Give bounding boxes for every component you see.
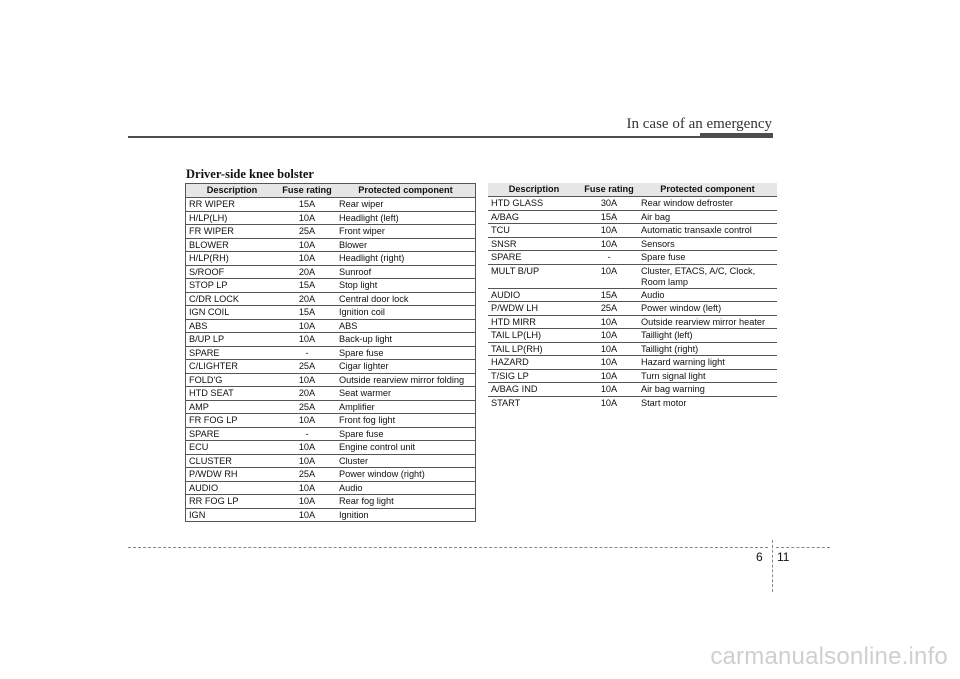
cell-protected-component xyxy=(336,238,476,252)
cell-protected-component xyxy=(336,508,476,522)
cell-description: IGN xyxy=(189,509,206,520)
component-line: Air bag xyxy=(641,211,671,222)
table-row xyxy=(186,495,476,509)
cell-description: TAIL LP(RH) xyxy=(491,343,543,354)
page-number: 11 xyxy=(777,550,790,564)
header-rule-accent xyxy=(700,133,773,138)
component-line: Audio xyxy=(641,289,665,300)
component-line: Headlight (right) xyxy=(339,253,405,263)
cell-protected-component xyxy=(336,373,476,387)
cell-fuse-rating: 15A xyxy=(298,280,316,290)
component-line: Front wiper xyxy=(339,226,385,236)
cell-protected-component xyxy=(638,251,777,265)
cell-description: SNSR xyxy=(491,238,517,249)
component-line: Headlight (left) xyxy=(339,212,399,223)
table-row xyxy=(186,265,476,279)
cell-description: P/WDW RH xyxy=(189,469,238,479)
table-row xyxy=(186,238,476,252)
cell-fuse-rating: 10A xyxy=(298,482,316,493)
cell-fuse-rating: 15A xyxy=(298,307,316,317)
cell-protected-component xyxy=(336,454,476,468)
component-line: Sunroof xyxy=(339,266,372,277)
table-row xyxy=(186,198,476,212)
footer-dashed-rule xyxy=(128,547,768,548)
component-line: Power window (right) xyxy=(339,469,425,479)
table-row xyxy=(186,414,476,428)
cell-description: STOP LP xyxy=(189,280,228,290)
table-row xyxy=(488,356,777,370)
cell-fuse-rating: 10A xyxy=(600,357,618,367)
fuse-table-right xyxy=(488,183,777,409)
component-line: Sensors xyxy=(641,238,675,249)
cell-protected-component xyxy=(336,495,476,509)
table-row xyxy=(488,264,777,288)
cell-description: A/BAG IND xyxy=(491,384,538,394)
watermark: carmanualsonline.info xyxy=(710,643,948,670)
cell-fuse-rating: 10A xyxy=(600,343,618,354)
table-row xyxy=(488,302,777,316)
cell-protected-component xyxy=(336,225,476,239)
cell-description: BLOWER xyxy=(189,239,229,250)
table-row xyxy=(186,427,476,441)
column-header-fuse-rating: Fuse rating xyxy=(278,184,336,198)
cell-fuse-rating: 10A xyxy=(298,320,316,331)
cell-fuse-rating: 30A xyxy=(600,198,618,208)
cell-protected-component xyxy=(638,369,777,383)
cell-description: H/LP(RH) xyxy=(189,253,229,263)
cell-protected-component xyxy=(638,383,777,397)
cell-fuse-rating: 10A xyxy=(298,496,316,506)
component-line-2: Room lamp xyxy=(641,276,688,287)
cell-description: SPARE xyxy=(189,347,220,358)
table-row xyxy=(186,454,476,468)
cell-protected-component xyxy=(336,468,476,482)
table-row xyxy=(488,288,777,302)
cell-fuse-rating: 20A xyxy=(298,266,316,277)
cell-protected-component xyxy=(336,387,476,401)
cell-protected-component xyxy=(638,329,777,343)
table-row xyxy=(186,387,476,401)
component-line: Audio xyxy=(339,482,363,493)
cell-protected-component xyxy=(638,396,777,409)
cell-protected-component xyxy=(336,265,476,279)
cell-fuse-rating: 25A xyxy=(600,303,618,313)
cell-protected-component xyxy=(638,356,777,370)
cell-fuse-rating: 10A xyxy=(600,225,618,235)
component-line: Automatic transaxle control xyxy=(641,225,752,235)
component-line: Engine control unit xyxy=(339,442,416,452)
table-row xyxy=(186,360,476,374)
table-row xyxy=(186,373,476,387)
table-row xyxy=(488,329,777,343)
cell-fuse-rating: 10A xyxy=(298,415,316,425)
cell-description: RR FOG LP xyxy=(189,496,239,506)
cell-description: START xyxy=(491,397,521,408)
cell-description: CLUSTER xyxy=(189,455,232,466)
cell-fuse-rating: 10A xyxy=(298,442,316,452)
component-line: ABS xyxy=(339,320,358,331)
cell-protected-component xyxy=(336,360,476,374)
cell-fuse-rating: 20A xyxy=(298,388,316,398)
cell-fuse-rating: 10A xyxy=(298,212,316,223)
footer-divider xyxy=(772,540,773,592)
cell-fuse-rating: 25A xyxy=(298,226,316,236)
cell-description: HAZARD xyxy=(491,357,529,367)
component-line: Outside rearview mirror heater xyxy=(641,316,766,327)
cell-description: AMP xyxy=(189,401,209,412)
cell-description: FOLD'G xyxy=(189,374,223,385)
cell-fuse-rating: 10A xyxy=(600,238,618,249)
component-line: Air bag warning xyxy=(641,384,705,394)
component-line: Blower xyxy=(339,239,368,250)
cell-fuse-rating: 10A xyxy=(600,370,618,381)
cell-description: ECU xyxy=(189,442,209,452)
component-line: Start motor xyxy=(641,397,687,408)
section-title: Driver-side knee bolster xyxy=(186,167,314,181)
cell-fuse-rating: 10A xyxy=(298,253,316,263)
component-line: Cigar lighter xyxy=(339,361,389,371)
cell-description: MULT B/UP xyxy=(491,265,540,276)
cell-protected-component xyxy=(638,342,777,356)
component-line: Rear window defroster xyxy=(641,198,733,208)
cell-protected-component xyxy=(638,302,777,316)
cell-protected-component xyxy=(336,414,476,428)
cell-protected-component xyxy=(336,211,476,225)
cell-protected-component xyxy=(336,333,476,347)
cell-description: ABS xyxy=(189,320,208,331)
component-line: Rear wiper xyxy=(339,199,384,209)
cell-protected-component xyxy=(638,210,777,224)
cell-description: TCU xyxy=(491,225,510,235)
cell-fuse-rating: 25A xyxy=(298,469,316,479)
cell-fuse-rating: - xyxy=(305,428,309,439)
column-header-description: Description xyxy=(488,183,580,197)
table-row xyxy=(186,333,476,347)
column-header-fuse-rating: Fuse rating xyxy=(580,183,638,197)
cell-description: HTD SEAT xyxy=(189,388,234,398)
cell-description: SPARE xyxy=(189,428,220,439)
table-header-row xyxy=(488,183,777,197)
cell-fuse-rating: 15A xyxy=(298,199,316,209)
cell-description: C/DR LOCK xyxy=(189,293,240,304)
cell-description: FR WIPER xyxy=(189,226,234,236)
table-row xyxy=(186,508,476,522)
cell-description: H/LP(LH) xyxy=(189,212,228,223)
table-row xyxy=(186,279,476,293)
cell-fuse-rating: 10A xyxy=(298,509,316,520)
component-line: Front fog light xyxy=(339,415,396,425)
table-row xyxy=(488,369,777,383)
table-row xyxy=(186,211,476,225)
cell-protected-component xyxy=(336,441,476,455)
cell-description: HTD GLASS xyxy=(491,198,544,208)
cell-description: A/BAG xyxy=(491,211,520,222)
cell-description: C/LIGHTER xyxy=(189,361,239,371)
cell-protected-component xyxy=(638,224,777,238)
cell-protected-component xyxy=(638,315,777,329)
cell-fuse-rating: 10A xyxy=(298,239,316,250)
cell-fuse-rating: - xyxy=(607,252,611,262)
cell-protected-component xyxy=(336,252,476,266)
cell-description: AUDIO xyxy=(189,482,219,493)
table-row xyxy=(488,237,777,251)
cell-protected-component xyxy=(336,400,476,414)
cell-fuse-rating: 15A xyxy=(600,289,618,300)
table-row xyxy=(488,396,777,409)
cell-protected-component xyxy=(336,306,476,320)
component-line: Cluster xyxy=(339,455,369,466)
component-line: Seat warmer xyxy=(339,388,392,398)
table-row xyxy=(186,306,476,320)
component-line: Central door lock xyxy=(339,293,409,304)
component-line: Amplifier xyxy=(339,401,375,412)
table-row xyxy=(186,468,476,482)
component-line: Hazard warning light xyxy=(641,357,725,367)
component-line: Spare fuse xyxy=(641,252,686,262)
cell-protected-component xyxy=(336,319,476,333)
cell-protected-component xyxy=(336,481,476,495)
table-row xyxy=(488,197,777,211)
table-row xyxy=(488,315,777,329)
column-header-protected-component: Protected component xyxy=(638,183,777,197)
table-row xyxy=(186,252,476,266)
component-line: Taillight (left) xyxy=(641,330,693,340)
table-row xyxy=(186,225,476,239)
cell-description: RR WIPER xyxy=(189,199,235,209)
table-row xyxy=(488,251,777,265)
component-line: Cluster, ETACS, A/C, Clock, xyxy=(641,265,756,276)
cell-fuse-rating: 10A xyxy=(298,374,316,385)
cell-protected-component xyxy=(336,198,476,212)
component-line: Spare fuse xyxy=(339,428,384,439)
component-line: Ignition xyxy=(339,509,369,520)
cell-protected-component xyxy=(336,427,476,441)
fuse-table-left xyxy=(185,183,476,522)
cell-description: B/UP LP xyxy=(189,334,225,344)
cell-description: IGN COIL xyxy=(189,307,230,317)
component-line: Power window (left) xyxy=(641,303,722,313)
cell-fuse-rating: 10A xyxy=(298,455,316,466)
cell-protected-component xyxy=(638,237,777,251)
table-row xyxy=(488,210,777,224)
table-row xyxy=(186,441,476,455)
cell-fuse-rating: 10A xyxy=(600,265,618,276)
table-row xyxy=(488,342,777,356)
cell-description: S/ROOF xyxy=(189,266,225,277)
table-row xyxy=(186,481,476,495)
cell-protected-component xyxy=(638,197,777,211)
table-row xyxy=(186,400,476,414)
cell-fuse-rating: 10A xyxy=(600,384,618,394)
cell-fuse-rating: 15A xyxy=(600,211,618,222)
chapter-number: 6 xyxy=(756,550,763,564)
cell-fuse-rating: 25A xyxy=(298,401,316,412)
component-line: Turn signal light xyxy=(641,370,706,381)
cell-description: FR FOG LP xyxy=(189,415,238,425)
header-rule xyxy=(128,136,773,138)
table-row xyxy=(488,383,777,397)
cell-protected-component xyxy=(638,264,777,288)
cell-fuse-rating: 10A xyxy=(298,334,316,344)
cell-description: SPARE xyxy=(491,252,522,262)
table-row xyxy=(488,224,777,238)
cell-fuse-rating: 10A xyxy=(600,330,618,340)
component-line: Taillight (right) xyxy=(641,343,699,354)
cell-protected-component xyxy=(336,292,476,306)
cell-protected-component xyxy=(638,288,777,302)
cell-description: P/WDW LH xyxy=(491,303,538,313)
component-line: Outside rearview mirror folding xyxy=(339,374,465,385)
cell-description: TAIL LP(LH) xyxy=(491,330,542,340)
table-header-row xyxy=(186,184,476,198)
column-header-description: Description xyxy=(186,184,279,198)
cell-fuse-rating: 25A xyxy=(298,361,316,371)
cell-fuse-rating: 10A xyxy=(600,316,618,327)
table-row xyxy=(186,346,476,360)
cell-fuse-rating: - xyxy=(305,347,309,358)
cell-protected-component xyxy=(336,346,476,360)
component-line: Stop light xyxy=(339,280,378,290)
cell-description: T/SIG LP xyxy=(491,370,529,381)
component-line: Rear fog light xyxy=(339,496,394,506)
cell-fuse-rating: 10A xyxy=(600,397,618,408)
cell-description: AUDIO xyxy=(491,289,521,300)
table-row xyxy=(186,292,476,306)
cell-protected-component xyxy=(336,279,476,293)
component-line: Spare fuse xyxy=(339,347,384,358)
table-row xyxy=(186,319,476,333)
column-header-protected-component: Protected component xyxy=(336,184,476,198)
component-line: Back-up light xyxy=(339,334,393,344)
cell-fuse-rating: 20A xyxy=(298,293,316,304)
page-header-title: In case of an emergency xyxy=(626,116,772,132)
footer-dashed-rule-right xyxy=(776,547,830,548)
cell-description: HTD MIRR xyxy=(491,316,536,327)
component-line: Ignition coil xyxy=(339,307,385,317)
